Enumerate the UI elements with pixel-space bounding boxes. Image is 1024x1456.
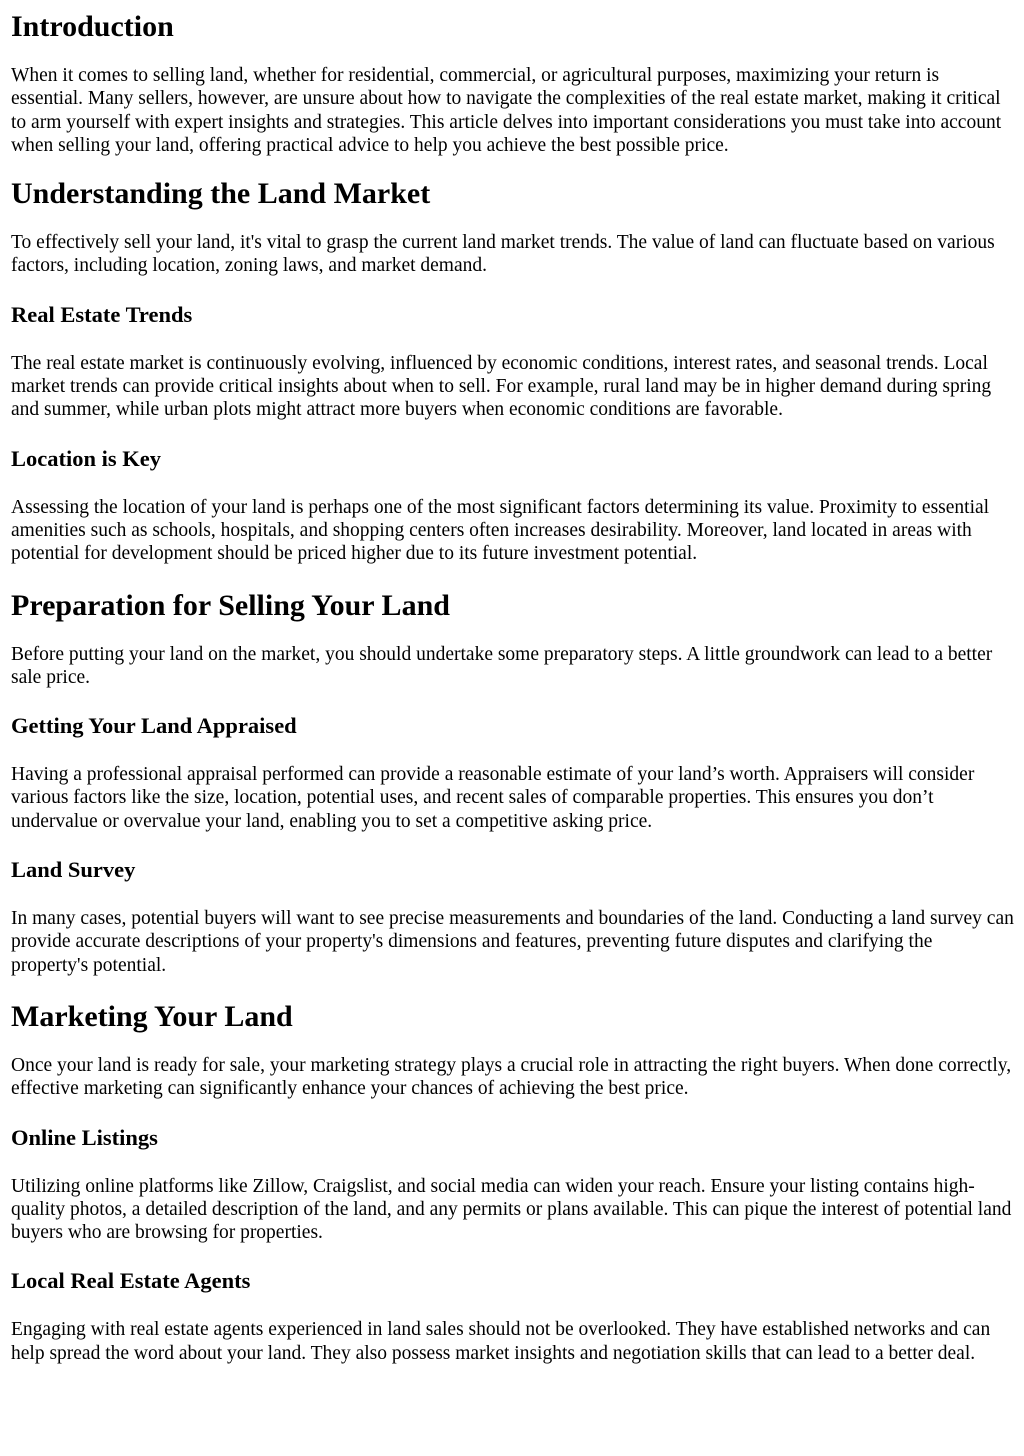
- subheading-land-survey: Land Survey: [11, 857, 136, 883]
- subheading-real-estate-trends: Real Estate Trends: [11, 301, 193, 327]
- paragraph-location-is-key: Assessing the location of your land is perhaps one of the most significant factors determining its value. Proximity to essential amenities such as schools, hospitals, and shopping centers often increases desirability. Moreover, land located in areas with potential for development should be priced higher due to its future investment potential.: [11, 496, 990, 565]
- paragraph-marketing-your-land: Once your land is ready for sale, your marketing strategy plays a crucial role in attracting the right buyers. When done correctly, effective marketing can significantly enhance your chances of achieving the best price.: [11, 1054, 1012, 1100]
- subheading-local-real-estate-agents: Local Real Estate Agents: [11, 1268, 251, 1294]
- paragraph-real-estate-trends: The real estate market is continuously evolving, influenced by economic conditions, interest rates, and seasonal trends. Local market trends can provide critical insights about when to sell. For example, rural land may be in higher demand during spring and summer, while urban plots might attract more buyers when economic conditions are favorable.: [11, 352, 992, 421]
- paragraph-introduction: When it comes to selling land, whether for residential, commercial, or agricultural purposes, maximizing your return is essential. Many sellers, however, are unsure about how to navigate the complexities of the real estate market, making it critical to arm yourself with expert insights and strategies. This article delves into important considerations you must take into account when selling your land, offering practical advice to help you achieve the best possible price.: [11, 65, 1002, 156]
- subheading-location-is-key: Location is Key: [11, 445, 161, 471]
- article: [0, 10, 1024, 1365]
- paragraph-land-survey: In many cases, potential buyers will want to see precise measurements and boundaries of the land. Conducting a land survey can provide accurate descriptions of your property's dimensions and features, preventing future disputes and clarifying the property's potential.: [11, 908, 1014, 976]
- subheading-getting-land-appraised: Getting Your Land Appraised: [11, 713, 297, 739]
- paragraph-understanding-land-market: To effectively sell your land, it's vital to grasp the current land market trends. The value of land can fluctuate based on various factors, including location, zoning laws, and market demand.: [11, 232, 995, 277]
- paragraph-local-real-estate-agents: Engaging with real estate agents experienced in land sales should not be overlooked. They have established networks and can help spread the word about your land. They also possess market insights and negotiation skills that can lead to a better deal.: [11, 1319, 991, 1364]
- paragraph-online-listings: Utilizing online platforms like Zillow, Craigslist, and social media can widen your reach. Ensure your listing contains high-quality photos, a detailed description of the land, and any permits or plans available. This can pique the interest of potential land buyers who are browsing for properties.: [11, 1175, 1012, 1244]
- paragraph-preparation: Before putting your land on the market, you should undertake some preparatory steps. A little groundwork can lead to a better sale price.: [11, 643, 993, 688]
- paragraph-getting-land-appraised: Having a professional appraisal performed can provide a reasonable estimate of your land’s worth. Appraisers will consider various factors like the size, location, potential uses, and recent sales of comparable properties. This ensures you don’t undervalue or overvalue your land, enabling you to set a competitive asking price.: [11, 764, 975, 832]
- heading-introduction: Introduction: [11, 10, 174, 43]
- heading-preparation: Preparation for Selling Your Land: [11, 588, 450, 622]
- heading-understanding-land-market: Understanding the Land Market: [11, 177, 431, 211]
- heading-marketing-your-land: Marketing Your Land: [11, 999, 293, 1033]
- subheading-online-listings: Online Listings: [11, 1124, 158, 1150]
